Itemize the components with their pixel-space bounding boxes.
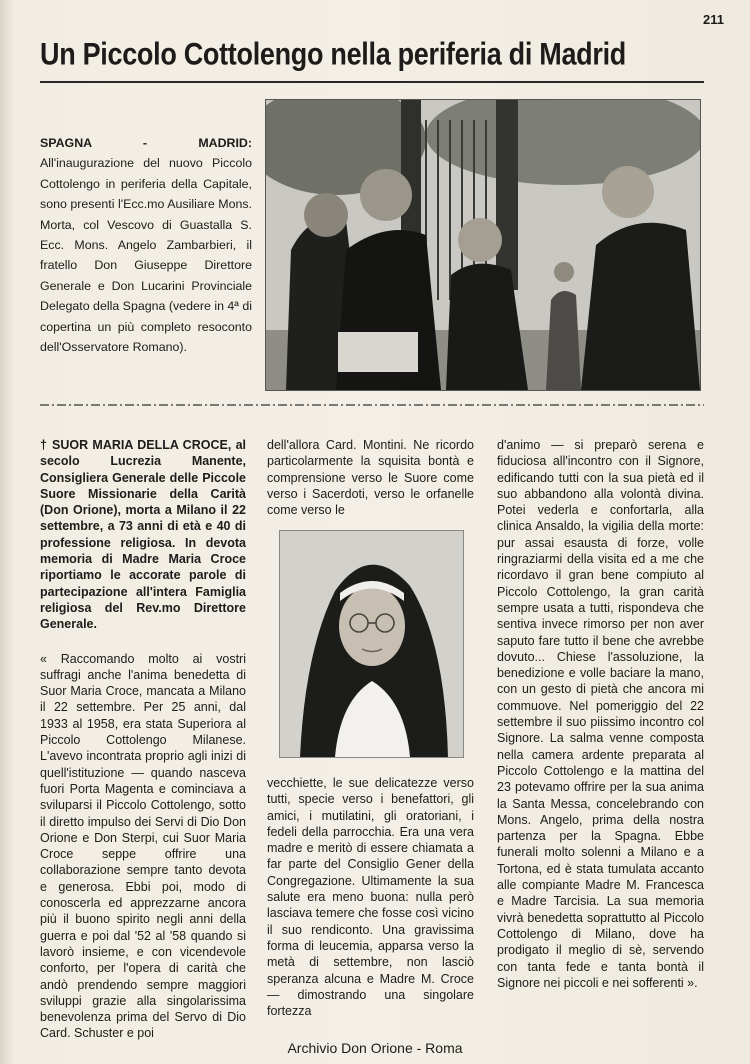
archive-footer: Archivio Don Orione - Roma <box>287 1040 463 1056</box>
obituary-lead: † SUOR MARIA DELLA CROCE, al secolo Lucrezia Manente, Consigliera Generale delle Piccole Suore Missionarie della Carità (Don Orione), morta a Milano il 22 settembre, a 73 anni di età e 40 di professione religiosa. In devota memoria di Madre Maria Croce riportiamo le accorate parole di partecipazione all'intera Famiglia religiosa del Rev.mo Direttore Generale. <box>40 438 246 632</box>
inauguration-photo <box>265 99 701 391</box>
column-2-bottom <box>267 775 474 1019</box>
obituary-body-1: « Raccomando molto ai vostri suffragi anche l'anima benedetta di Suor Maria Croce, mancata a Milano il 22 settembre. Per 25 anni, dal 1933 al 1958, era stata Superiora al Piccolo Cottolengo Milanese. L'avevo incontrata proprio agli inizi di quell'istituzione — quando nasceva fuori Porta Magenta e cominciava a sviluparsi il Piccolo Cottolengo, sotto il diretto impulso dei Servi di Dio Don Orione e Don Sterpi, cui Suor Maria Croce seppe offrire una collaborazione sempre tanto devota e generosa. Ebbi poi, modo di conoscerla ed apprezzarne ancora più il buono spirito negli anni della guerra e poi dal '52 al '58 quando si lavorò insieme, e con vicendevole conforto, per l'opera di carità che andò prendendo sempre maggiori sviluppi grazie alla singolarissima benevolenza prima del Servo di Dio Card. Schuster e poi <box>40 651 246 1041</box>
photo-caption <box>40 133 252 357</box>
column-2-top <box>267 437 474 518</box>
inauguration-photo-art <box>266 100 700 390</box>
section-divider <box>40 402 704 408</box>
page-number: 211 <box>703 12 724 27</box>
column-3 <box>497 437 704 991</box>
title-rule <box>40 81 704 83</box>
obituary-body-2b: vecchiette, le sue delicatezze verso tutti, specie verso i benefattori, gli amici, i mutilatini, gli oratoriani, i fedeli della parrocchia. Era una vera madre e meritò di essere chiamata a far parte del Consiglio Gener della Congregazione. Ultimamente la sua salute era meno buona: nulla però lasciava temere che fosse così vicino il suo rendiconto. Una gravissima forma di leucemia, apparsa verso la metà di settembre, non lasciò speranza alcuna e Madre M. Croce — dimostrando una singolare fortezza <box>267 776 474 1019</box>
column-1 <box>40 437 246 1042</box>
nun-portrait <box>279 530 464 758</box>
obituary-body-3: d'animo — si preparò serena e fiduciosa all'incontro con il Signore, edificando tutti con la sua pietà ed il suo abbandono alla volontà divina. Potei vederla e confortarla, alla clinica Ansaldo, la vigilia della morte: pur assai esausta di forze, volle ringraziarmi della visita ed a me che ricordavo il gran bene compiuto al Piccolo Cottolengo, la gran carità sempre usata a tutti, rispondeva che sentiva invece rimorso per non aver saputo fare tutto il bene che avrebbe dovuto... Chiese l'assoluzione, la benedizione e volle baciare la mano, con un gesto di pietà che ancora mi commuove. Nel pomeriggio del 22 settembre il suo piissimo incontro col Signore. La salma venne composta nella camera ardente preparata al Piccolo Cottolengo e la mattina del 23 potevamo offrire per la sua anima la Santa Messa, concelebrando con Mons. Angelo, prima della nostra partenza per la Spagna. Ebbe funerali molto solenni a Milano e a Tortona, ed è stata tumulata accanto alle compiante Madre M. Francesca e Madre Tarcisia. La sua memoria vivrà benedetta soprattutto al Piccolo Cottolengo di Milano, dove ha prodigato il meglio di sè, servendo con tanta fede e tanta bontà il Signore nei piccoli e nei sofferenti ». <box>497 438 704 990</box>
caption-text: All'inaugurazione del nuovo Piccolo Cottolengo in periferia della Capitale, sono presenti l'Ecc.mo Ausiliare Mons. Morta, col Vescovo di Guastalla S. Ecc. Mons. Angelo Zambarbieri, il fratello Don Giuseppe Direttore Generale e Don Lucarini Provinciale Delegato della Spagna (vedere in 4ª di copertina un più completo resoconto dell'Osservatore Romano). <box>40 156 252 355</box>
article-title: Un Piccolo Cottolengo nella periferia di Madrid <box>40 36 626 72</box>
nun-portrait-art <box>280 531 463 757</box>
obituary-body-2a: dell'allora Card. Montini. Ne ricordo particolarmente la squisita bontà e comprensione verso le Suore come verso i Sacerdoti, verso le orfanelle come verso le <box>267 438 474 518</box>
caption-lead: SPAGNA - MADRID: <box>40 136 252 150</box>
